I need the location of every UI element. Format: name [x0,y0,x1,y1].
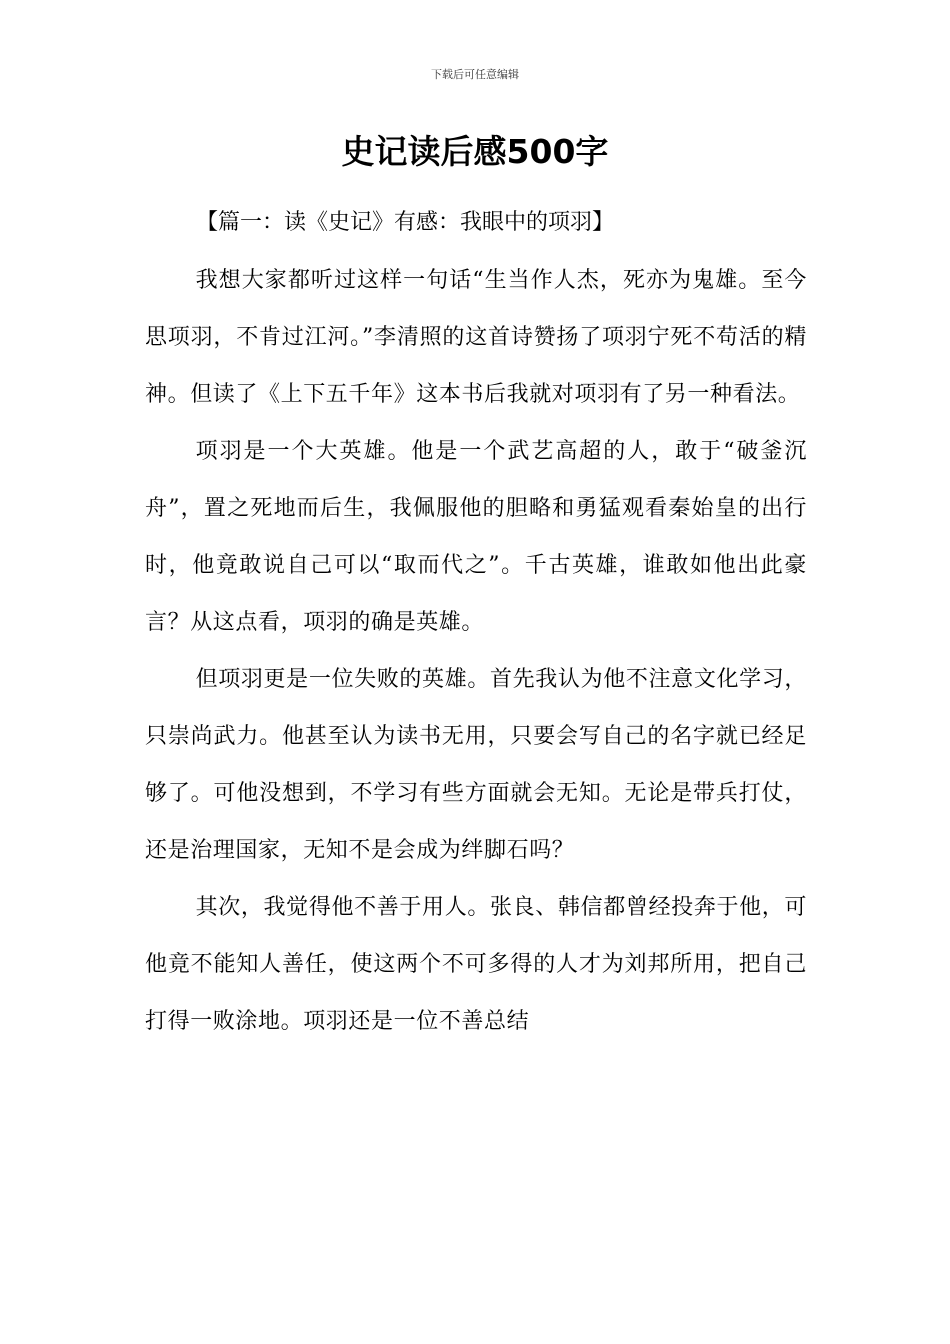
paragraph-4: 其次，我觉得他不善于用人。张良、韩信都曾经投奔于他，可他竟不能知人善任，使这两个不可多得的人才为刘邦所用，把自己打得一败涂地。项羽还是一位不善总结 [145,895,807,1034]
header-note: 下载后可任意编辑 [431,68,519,81]
paragraph-1: 我想大家都听过这样一句话“生当作人杰，死亦为鬼雄。至今思项羽，不肯过江河。”李清照的这首诗赞扬了项羽宁死不苟活的精神。但读了《上下五千年》这本书后我就对项羽有了另一种看法。 [145,268,807,407]
document-title: 史记读后感500字 [341,132,609,171]
paragraph-3: 但项羽更是一位失败的英雄。首先我认为他不注意文化学习，只崇尚武力。他甚至认为读书无用，只要会写自己的名字就已经足够了。可他没想到，不学习有些方面就会无知。无论是带兵打仗，还是治理国家，无知不是会成为绊脚石吗？ [145,667,807,863]
section-heading: 【篇一：读《史记》有感：我眼中的项羽】 [196,210,615,235]
paragraph-2: 项羽是一个大英雄。他是一个武艺高超的人，敢于“破釜沉舟”，置之死地而后生，我佩服他的胆略和勇猛观看秦始皇的出行时，他竟敢说自己可以“取而代之”。千古英雄，谁敢如他出此豪言？从这点看，项羽的确是英雄。 [145,439,807,635]
document-body [145,252,807,1050]
